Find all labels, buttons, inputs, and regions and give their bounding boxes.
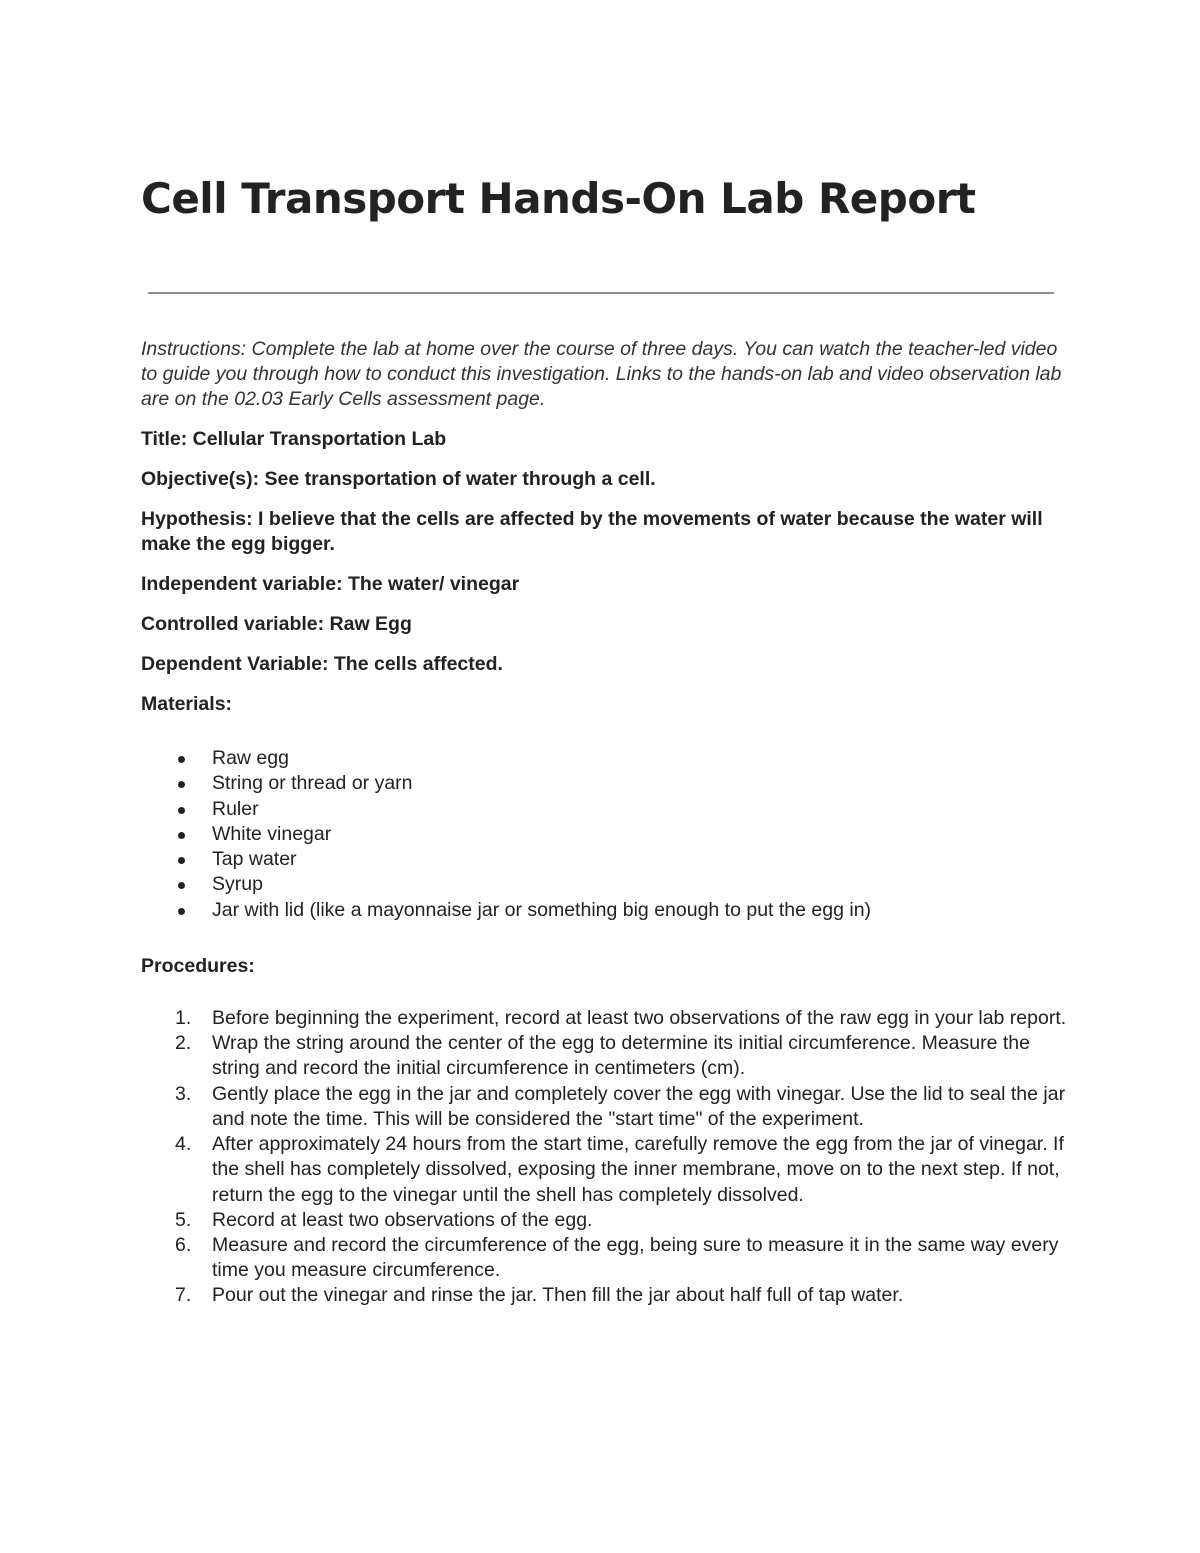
list-item — [141, 1208, 1071, 1233]
materials-label: Materials: — [141, 693, 233, 715]
list-item — [141, 746, 1071, 771]
page-title: Cell Transport Hands-On Lab Report — [141, 174, 976, 223]
list-item — [141, 1283, 1071, 1308]
step-text: After approximately 24 hours from the start time, carefully remove the egg from the jar of vinegar. If the shell has completely dissolved, exposing the inner membrane, move on to the next step. If not, return the egg to the vinegar until the shell has completely dissolved. — [212, 1133, 1064, 1206]
step-number: 5. — [175, 1208, 192, 1231]
field-title: Title: Cellular Transportation Lab — [141, 428, 447, 450]
list-item — [141, 1233, 1071, 1283]
list-item — [141, 771, 1071, 796]
list-item — [141, 1006, 1071, 1031]
bullet-icon — [178, 908, 185, 915]
material-text: String or thread or yarn — [212, 772, 413, 795]
material-text: Tap water — [212, 848, 297, 871]
list-item — [141, 1082, 1071, 1132]
material-text: Raw egg — [212, 747, 289, 769]
document-body — [141, 337, 1071, 1309]
title-divider — [148, 292, 1054, 294]
step-text: Measure and record the circumference of the egg, being sure to measure it in the same way every time you measure circumference. — [212, 1233, 1059, 1282]
step-number: 4. — [175, 1133, 192, 1156]
bullet-icon — [178, 807, 185, 814]
step-number: 1. — [175, 1007, 192, 1030]
bullet-icon — [178, 857, 185, 864]
field-objective: Objective(s): See transportation of water through a cell. — [141, 468, 656, 490]
bullet-icon — [178, 756, 185, 763]
material-text: White vinegar — [212, 822, 332, 845]
list-item — [141, 822, 1071, 847]
step-text: Record at least two observations of the egg. — [212, 1208, 593, 1231]
step-number: 2. — [175, 1032, 192, 1055]
field-controlled-variable: Controlled variable: Raw Egg — [141, 613, 412, 635]
list-item — [141, 1132, 1071, 1208]
list-item — [141, 872, 1071, 897]
bullet-icon — [178, 882, 185, 889]
step-text: Pour out the vinegar and rinse the jar. Then fill the jar about half full of tap water. — [212, 1284, 904, 1307]
material-text: Ruler — [212, 797, 259, 820]
material-text: Jar with lid (like a mayonnaise jar or something big enough to put the egg in) — [212, 898, 872, 921]
procedures-label: Procedures: — [141, 955, 255, 978]
list-item — [141, 797, 1071, 822]
procedures-list — [141, 1006, 1071, 1308]
step-number: 7. — [175, 1284, 192, 1307]
list-item — [141, 847, 1071, 872]
field-hypothesis: Hypothesis: I believe that the cells are affected by the movements of water because the water will make the egg bigger. — [141, 508, 1043, 555]
step-number: 6. — [175, 1233, 192, 1256]
list-item — [141, 898, 1071, 923]
bullet-icon — [178, 781, 185, 788]
step-text: Wrap the string around the center of the egg to determine its initial circumference. Measure the string and record the initial circumference in centimeters (cm). — [212, 1032, 1030, 1080]
step-text: Gently place the egg in the jar and completely cover the egg with vinegar. Use the lid to seal the jar and note the time. This will be considered the "start time" of the experiment. — [212, 1082, 1066, 1130]
field-independent-variable: Independent variable: The water/ vinegar — [141, 573, 520, 595]
step-text: Before beginning the experiment, record at least two observations of the raw egg in your lab report. — [212, 1007, 1067, 1030]
list-item — [141, 1031, 1071, 1081]
material-text: Syrup — [212, 873, 263, 896]
step-number: 3. — [175, 1082, 192, 1105]
bullet-icon — [178, 832, 185, 839]
field-dependent-variable: Dependent Variable: The cells affected. — [141, 653, 503, 675]
instructions-paragraph: Instructions: Complete the lab at home over the course of three days. You can watch the teacher-led video to guide you through how to conduct this investigation. Links to the hands-on lab and video observation lab are on the 02.03 Early Cells assessment page. — [141, 338, 1062, 410]
materials-list — [141, 746, 1071, 923]
